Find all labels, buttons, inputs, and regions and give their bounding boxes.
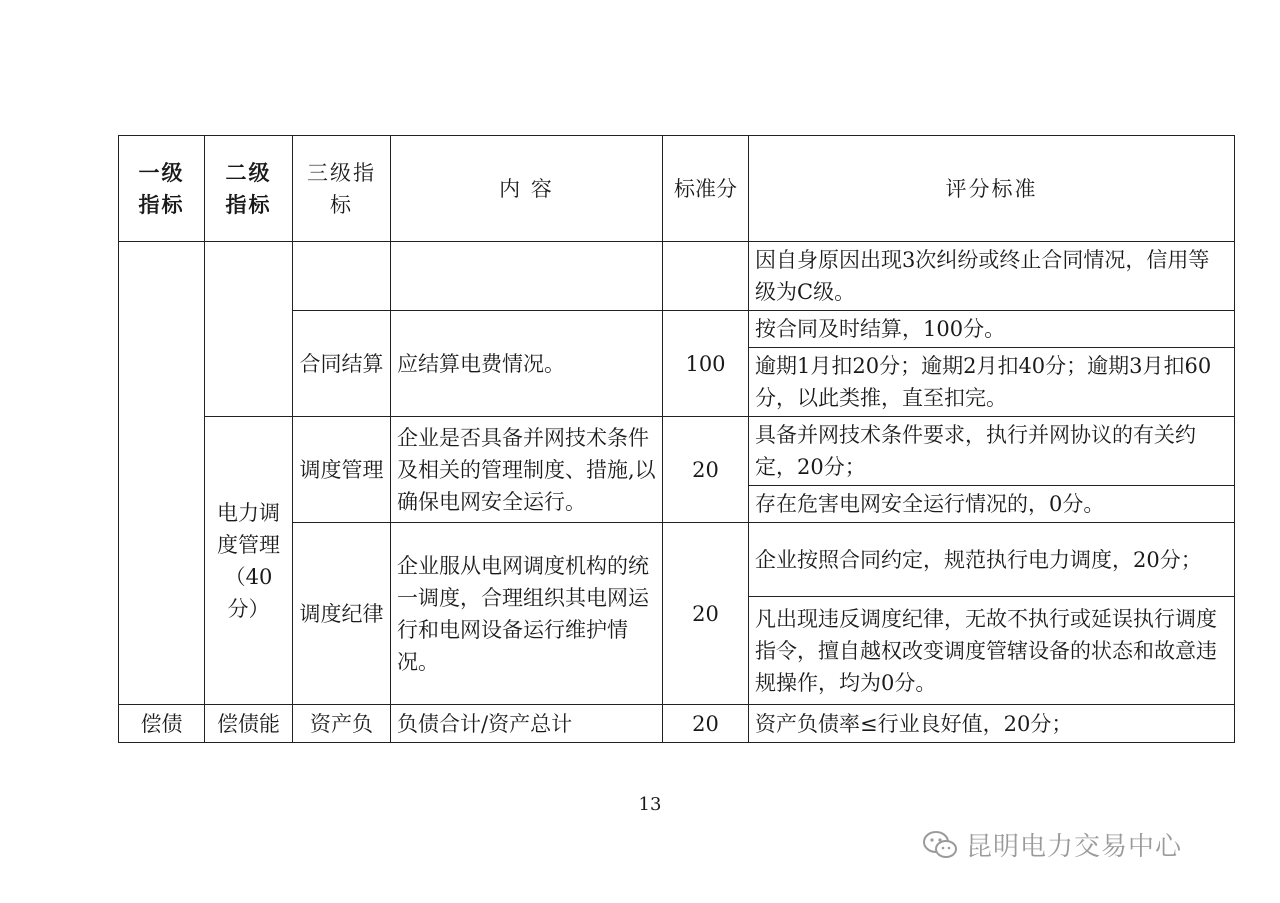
header-level1: 一级 指标 (119, 136, 205, 242)
header-scoring-criteria: 评分标准 (749, 136, 1235, 242)
criteria-cell: 凡出现违反调度纪律，无故不执行或延误执行调度指令，擅自越权改变调度管辖设备的状态和故意违规操作，均为0分。 (749, 597, 1235, 705)
level2-cell-empty (205, 242, 293, 417)
header-content: 内 容 (391, 136, 663, 242)
watermark-text: 昆明电力交易中心 (966, 832, 1183, 862)
level3-dispatch-discipline: 调度纪律 (293, 523, 391, 705)
content-dispatch-management: 企业是否具备并网技术条件及相关的管理制度、措施,以确保电网安全运行。 (391, 417, 663, 523)
criteria-cell: 具备并网技术条件要求，执行并网协议的有关约定，20分； (749, 417, 1235, 486)
criteria-cell: 资产负债率≤行业良好值，20分； (749, 705, 1235, 743)
content-debt: 负债合计/资产总计 (391, 705, 663, 743)
score-dispatch-discipline: 20 (663, 523, 749, 705)
watermark (922, 826, 1182, 863)
content-cell-empty (391, 242, 663, 311)
level3-cell-empty (293, 242, 391, 311)
score-debt: 20 (663, 705, 749, 743)
score-contract-settlement: 100 (663, 311, 749, 417)
level3-dispatch-management: 调度管理 (293, 417, 391, 523)
wechat-icon (922, 830, 958, 860)
level1-cell-empty (119, 242, 205, 705)
criteria-cell: 企业按照合同约定，规范执行电力调度，20分； (749, 523, 1235, 597)
criteria-cell: 按合同及时结算，100分。 (749, 311, 1235, 348)
table-row (119, 705, 1235, 743)
table-row (119, 417, 1235, 486)
level3-asset-liability: 资产负 (293, 705, 391, 743)
content-dispatch-discipline: 企业服从电网调度机构的统一调度，合理组织其电网运行和电网设备运行维护情况。 (391, 523, 663, 705)
score-dispatch-management: 20 (663, 417, 749, 523)
criteria-cell: 逾期1月扣20分；逾期2月扣40分；逾期3月扣60分，以此类推，直至扣完。 (749, 348, 1235, 417)
criteria-cell: 存在危害电网安全运行情况的，0分。 (749, 486, 1235, 523)
header-level3: 三级指 标 (293, 136, 391, 242)
level2-dispatch: 电力调度管理（40分） (205, 417, 293, 705)
content-contract-settlement: 应结算电费情况。 (391, 311, 663, 417)
header-level2: 二级 指标 (205, 136, 293, 242)
header-standard-score: 标准分 (663, 136, 749, 242)
level2-debt-ability: 偿债能 (205, 705, 293, 743)
level1-debt: 偿债 (119, 705, 205, 743)
score-cell-empty (663, 242, 749, 311)
scoring-table (118, 135, 1235, 743)
level3-contract-settlement: 合同结算 (293, 311, 391, 417)
table-row (119, 242, 1235, 311)
criteria-cell: 因自身原因出现3次纠纷或终止合同情况，信用等级为C级。 (749, 242, 1235, 311)
table-header-row (119, 136, 1235, 242)
page-number: 13 (638, 794, 662, 815)
